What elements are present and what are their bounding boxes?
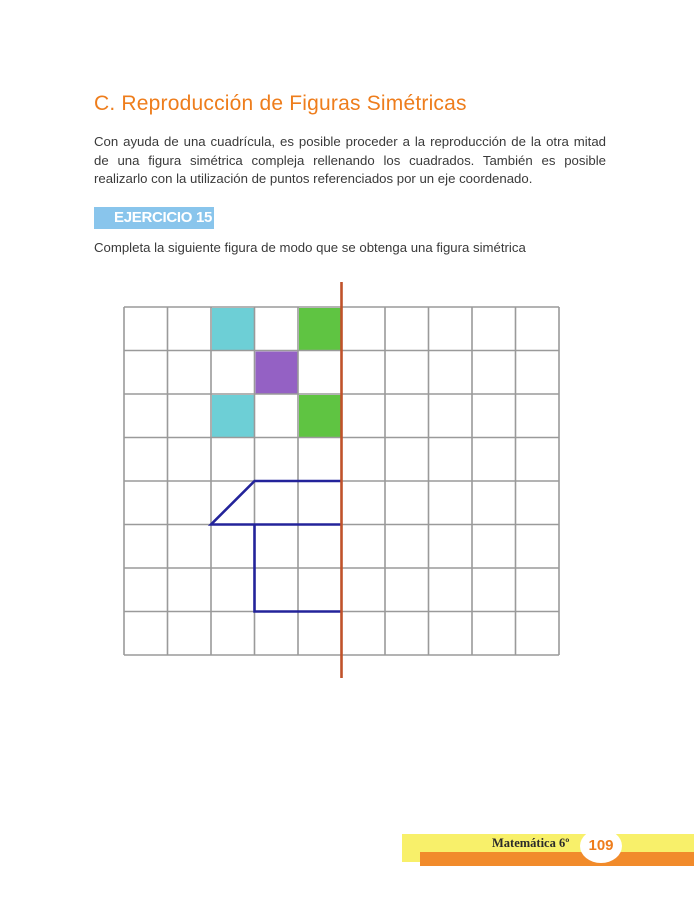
footer-orange-band	[420, 852, 694, 866]
half-figure-outline	[211, 481, 342, 612]
section-title: C. Reproducción de Figuras Simétricas	[94, 92, 467, 115]
filled-cell	[212, 395, 255, 438]
exercise-instruction: Completa la siguiente figura de modo que se obtenga una figura simétrica	[94, 240, 526, 255]
exercise-badge	[94, 207, 214, 229]
page-number: 109	[580, 829, 622, 863]
footer-subject: Matemática 6º	[492, 836, 570, 850]
exercise-label: EJERCICIO 15	[114, 209, 213, 226]
filled-cell	[256, 352, 299, 395]
filled-cell	[299, 395, 342, 438]
filled-cell	[212, 308, 255, 351]
filled-cell	[299, 308, 342, 351]
intro-paragraph: Con ayuda de una cuadrícula, es posible proceder a la reproducción de la otra mitad de una figura simétrica compleja rellenando los cuadrados. También es posible realizarlo con la utilización de puntos referenciados por un eje coordenado.	[94, 134, 606, 186]
